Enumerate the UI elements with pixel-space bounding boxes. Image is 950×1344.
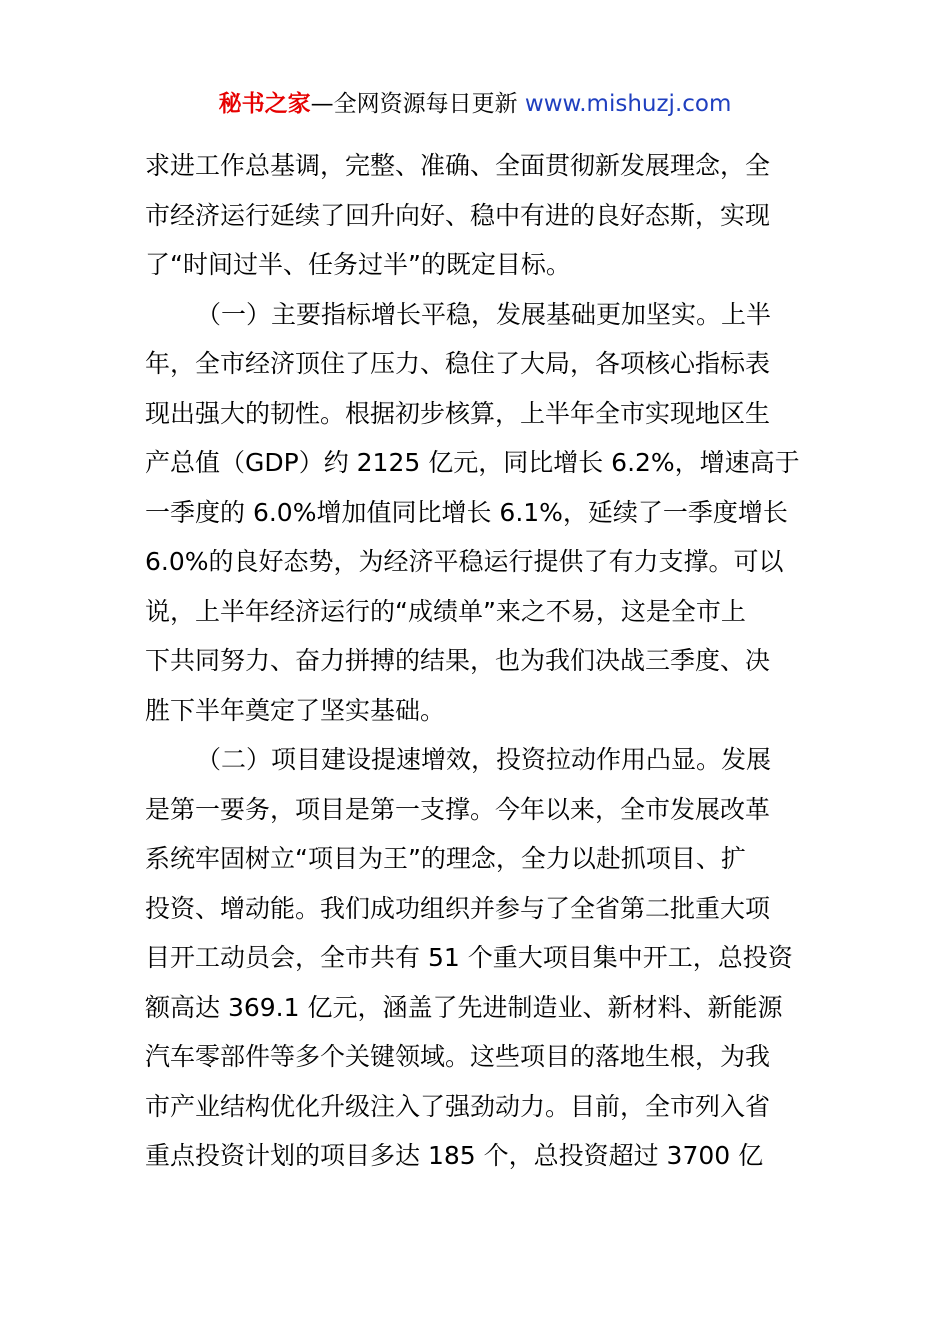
text-line: 下共同努力、奋力拼搏的结果，也为我们决战三季度、决 xyxy=(145,646,771,675)
site-slogan: —全网资源每日更新 xyxy=(310,91,525,117)
site-header xyxy=(0,86,950,122)
text-line: 额高达 369.1 亿元，涵盖了先进制造业、新材料、新能源 xyxy=(145,992,783,1022)
text-line: 市经济运行延续了回升向好、稳中有进的良好态斯，实现 xyxy=(145,200,771,230)
text-line: 是第一要务，项目是第一支撑。今年以来，全市发展改革 xyxy=(145,794,771,824)
text-line: 投资、增动能。我们成功组织并参与了全省第二批重大项 xyxy=(145,893,771,923)
text-line: 目开工动员会，全市共有 51 个重大项目集中开工，总投资 xyxy=(145,943,793,972)
text-line: 一季度的 6.0%增加值同比增长 6.1%，延续了一季度增长 xyxy=(145,497,788,527)
section-heading-2: （二）项目建设提速增效，投资拉动作用凸显。发展 xyxy=(196,745,772,774)
text-line: 6.0%的良好态势，为经济平稳运行提供了有力支撑。可以 xyxy=(145,547,784,576)
document-body xyxy=(145,146,810,1186)
section-heading-1: （一）主要指标增长平稳，发展基础更加坚实。上半 xyxy=(196,299,772,329)
text-line: 年，全市经济顶住了压力、稳住了大局，各项核心指标表 xyxy=(145,349,771,378)
text-line: 现出强大的韧性。根据初步核算，上半年全市实现地区生 xyxy=(145,398,771,428)
site-brand: 秘书之家 xyxy=(218,91,311,117)
text-line: 了“时间过半、任务过半”的既定目标。 xyxy=(145,250,571,279)
text-line: 说，上半年经济运行的“成绩单”来之不易，这是全市上 xyxy=(145,596,746,626)
text-line: 市产业结构优化升级注入了强劲动力。目前，全市列入省 xyxy=(145,1091,771,1121)
text-line: 重点投资计划的项目多达 185 个，总投资超过 3700 亿 xyxy=(145,1141,764,1170)
text-line: 系统牢固树立“项目为王”的理念，全力以赴抓项目、扩 xyxy=(145,844,746,873)
site-url[interactable]: www.mishuzj.com xyxy=(524,91,732,117)
text-line: 胜下半年奠定了坚实基础。 xyxy=(145,695,446,725)
text-line: 求进工作总基调，完整、准确、全面贯彻新发展理念，全 xyxy=(145,151,771,180)
text-line: 汽车零部件等多个关键领域。这些项目的落地生根，为我 xyxy=(145,1042,771,1071)
text-line: 产总值（GDP）约 2125 亿元，同比增长 6.2%，增速高于 xyxy=(145,448,800,477)
